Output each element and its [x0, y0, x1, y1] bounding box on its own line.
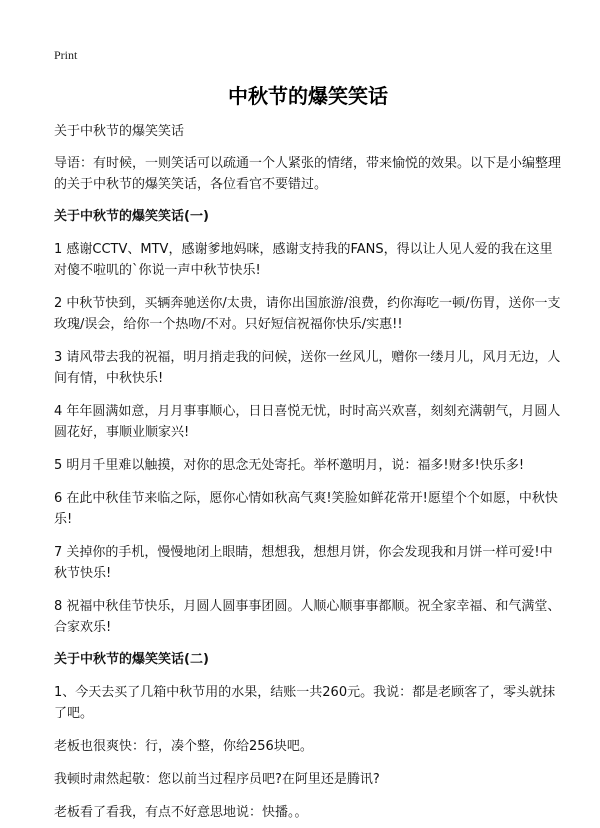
joke-paragraph: 老板看了看我，有点不好意思地说：快播。。 [54, 805, 308, 820]
joke-paragraph: 老板也很爽快：行，凑个整，你给256块吧。 [54, 739, 313, 754]
joke-paragraph: 8 祝福中秋佳节快乐，月圆人圆事事团圆。人顺心顺事事都顺。祝全家幸福、和气满堂、合家欢乐! [54, 599, 561, 635]
section-heading-2: 关于中秋节的爆笑笑话(二) [54, 652, 209, 667]
joke-paragraph: 1、今天去买了几箱中秋节用的水果，结账一共260元。我说：都是老顾客了，零头就抹了吧。 [54, 685, 556, 721]
joke-paragraph: 7 关掉你的手机，慢慢地闭上眼睛，想想我，想想月饼，你会发现我和月饼一样可爱!中秋节快乐! [54, 545, 553, 581]
intro-paragraph: 导语：有时候，一则笑话可以疏通一个人紧张的情绪，带来愉悦的效果。以下是小编整理的关于中秋节的爆笑笑话，各位看官不要错过。 [54, 156, 562, 192]
joke-paragraph: 6 在此中秋佳节来临之际，愿你心情如秋高气爽!笑脸如鲜花常开!愿望个个如愿，中秋快乐! [54, 491, 558, 527]
joke-paragraph: 我顿时肃然起敬：您以前当过程序员吧?在阿里还是腾讯? [54, 772, 380, 787]
joke-paragraph: 1 感谢CCTV、MTV，感谢爹地妈咪，感谢支持我的FANS，得以让人见人爱的我在这里对傻不啦叽的`你说一声中秋节快乐! [54, 242, 553, 278]
print-link[interactable]: Print [54, 48, 78, 62]
document-subtitle: 关于中秋节的爆笑笑话 [54, 124, 185, 139]
page-title: 中秋节的爆笑笑话 [228, 84, 388, 108]
joke-paragraph: 3 请风带去我的祝福，明月捎走我的问候，送你一丝风儿，赠你一缕月儿，风月无边，人间有情，中秋快乐! [54, 350, 561, 386]
joke-paragraph: 4 年年圆满如意，月月事事顺心，日日喜悦无忧，时时高兴欢喜，刻刻充满朝气，月圆人圆花好，事顺业顺家兴! [54, 404, 561, 440]
section-heading-1: 关于中秋节的爆笑笑话(一) [54, 209, 209, 224]
joke-paragraph: 2 中秋节快到，买辆奔驰送你/太贵，请你出国旅游/浪费，约你海吃一顿/伤胃，送你一支玫瑰/误会，给你一个热吻/不对。只好短信祝福你快乐/实惠!! [54, 296, 561, 332]
joke-paragraph: 5 明月千里难以触摸，对你的思念无处寄托。举杯邀明月，说：福多!财多!快乐多! [54, 458, 525, 473]
